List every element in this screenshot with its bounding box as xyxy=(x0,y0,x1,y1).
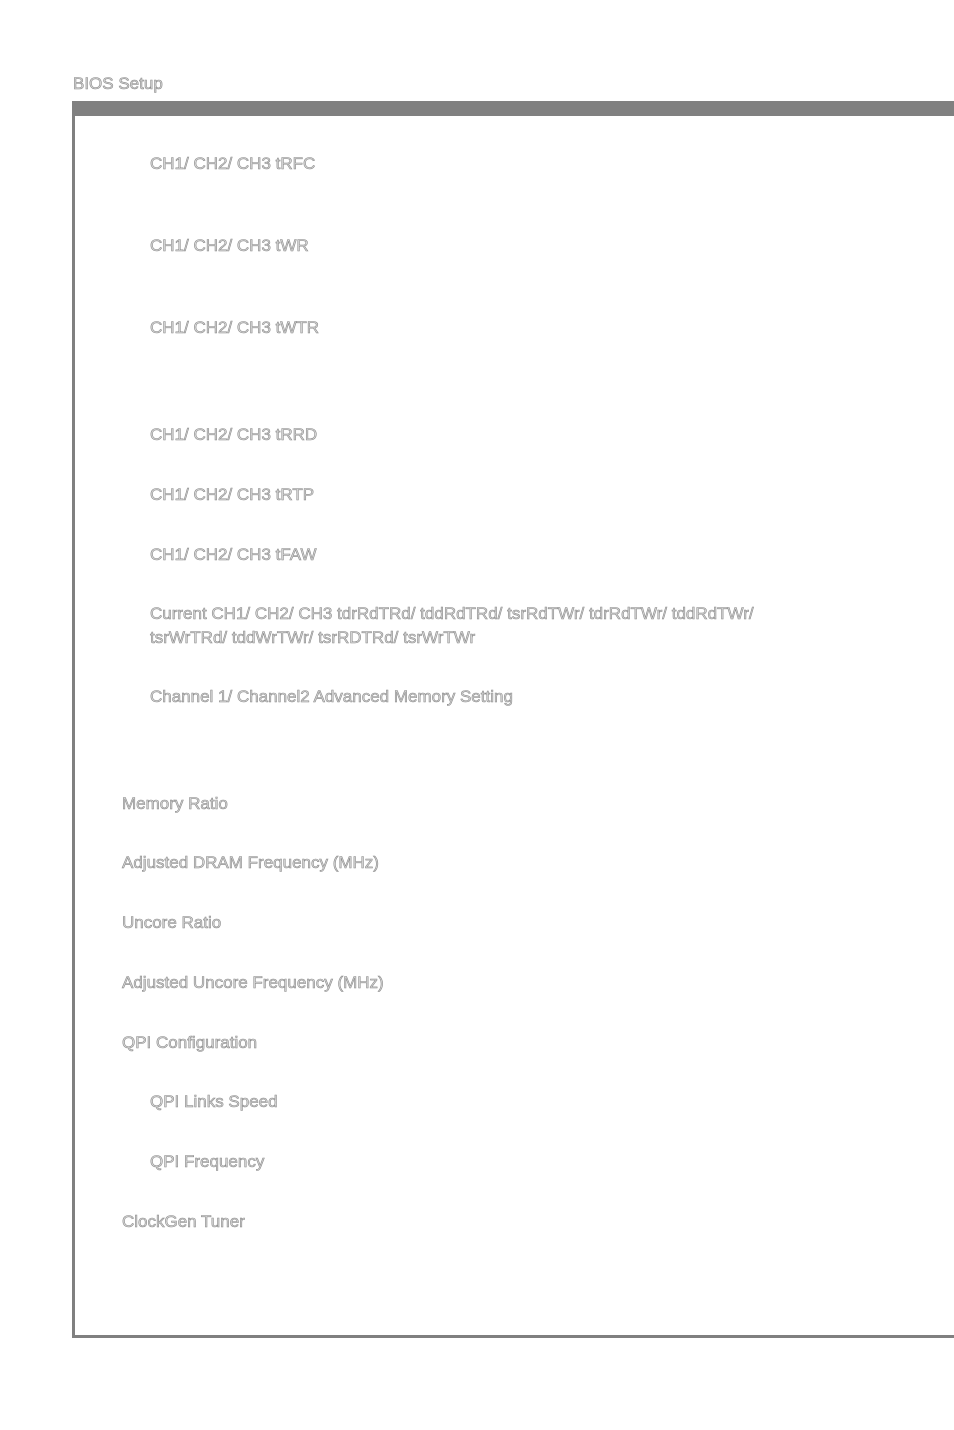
bottom-frame-border xyxy=(72,1335,954,1338)
menu-item-tfaw[interactable]: CH1/ CH2/ CH3 tFAW xyxy=(150,545,317,564)
menu-item-adjusted-uncore-frequency: Adjusted Uncore Frequency (MHz) xyxy=(122,973,384,992)
menu-item-clockgen-tuner[interactable]: ClockGen Tuner xyxy=(122,1212,245,1231)
menu-item-twtr[interactable]: CH1/ CH2/ CH3 tWTR xyxy=(150,318,320,337)
menu-item-current-timings-line1: Current CH1/ CH2/ CH3 tdrRdTRd/ tddRdTRd/ tsrRdTWr/ tdrRdTWr/ tddRdTWr/ xyxy=(150,604,754,623)
menu-item-adjusted-dram-frequency: Adjusted DRAM Frequency (MHz) xyxy=(122,853,379,872)
menu-item-current-timings-line2: tsrWrTRd/ tddWrTWr/ tsrRDTRd/ tsrWrTWr xyxy=(150,628,476,647)
menu-item-advanced-memory-setting[interactable]: Channel 1/ Channel2 Advanced Memory Setting xyxy=(150,687,513,706)
menu-item-trfc[interactable]: CH1/ CH2/ CH3 tRFC xyxy=(150,154,316,173)
page-header-title: BIOS Setup xyxy=(73,74,163,93)
menu-item-qpi-frequency: QPI Frequency xyxy=(150,1152,265,1171)
menu-item-qpi-configuration[interactable]: QPI Configuration xyxy=(122,1033,258,1052)
menu-item-uncore-ratio[interactable]: Uncore Ratio xyxy=(122,913,222,932)
menu-item-trtp[interactable]: CH1/ CH2/ CH3 tRTP xyxy=(150,485,315,504)
menu-item-memory-ratio[interactable]: Memory Ratio xyxy=(122,794,228,813)
header-bar xyxy=(72,101,954,116)
menu-item-trrd[interactable]: CH1/ CH2/ CH3 tRRD xyxy=(150,425,318,444)
menu-item-qpi-links-speed[interactable]: QPI Links Speed xyxy=(150,1092,278,1111)
left-frame-border xyxy=(72,101,75,1338)
menu-item-twr[interactable]: CH1/ CH2/ CH3 tWR xyxy=(150,236,309,255)
